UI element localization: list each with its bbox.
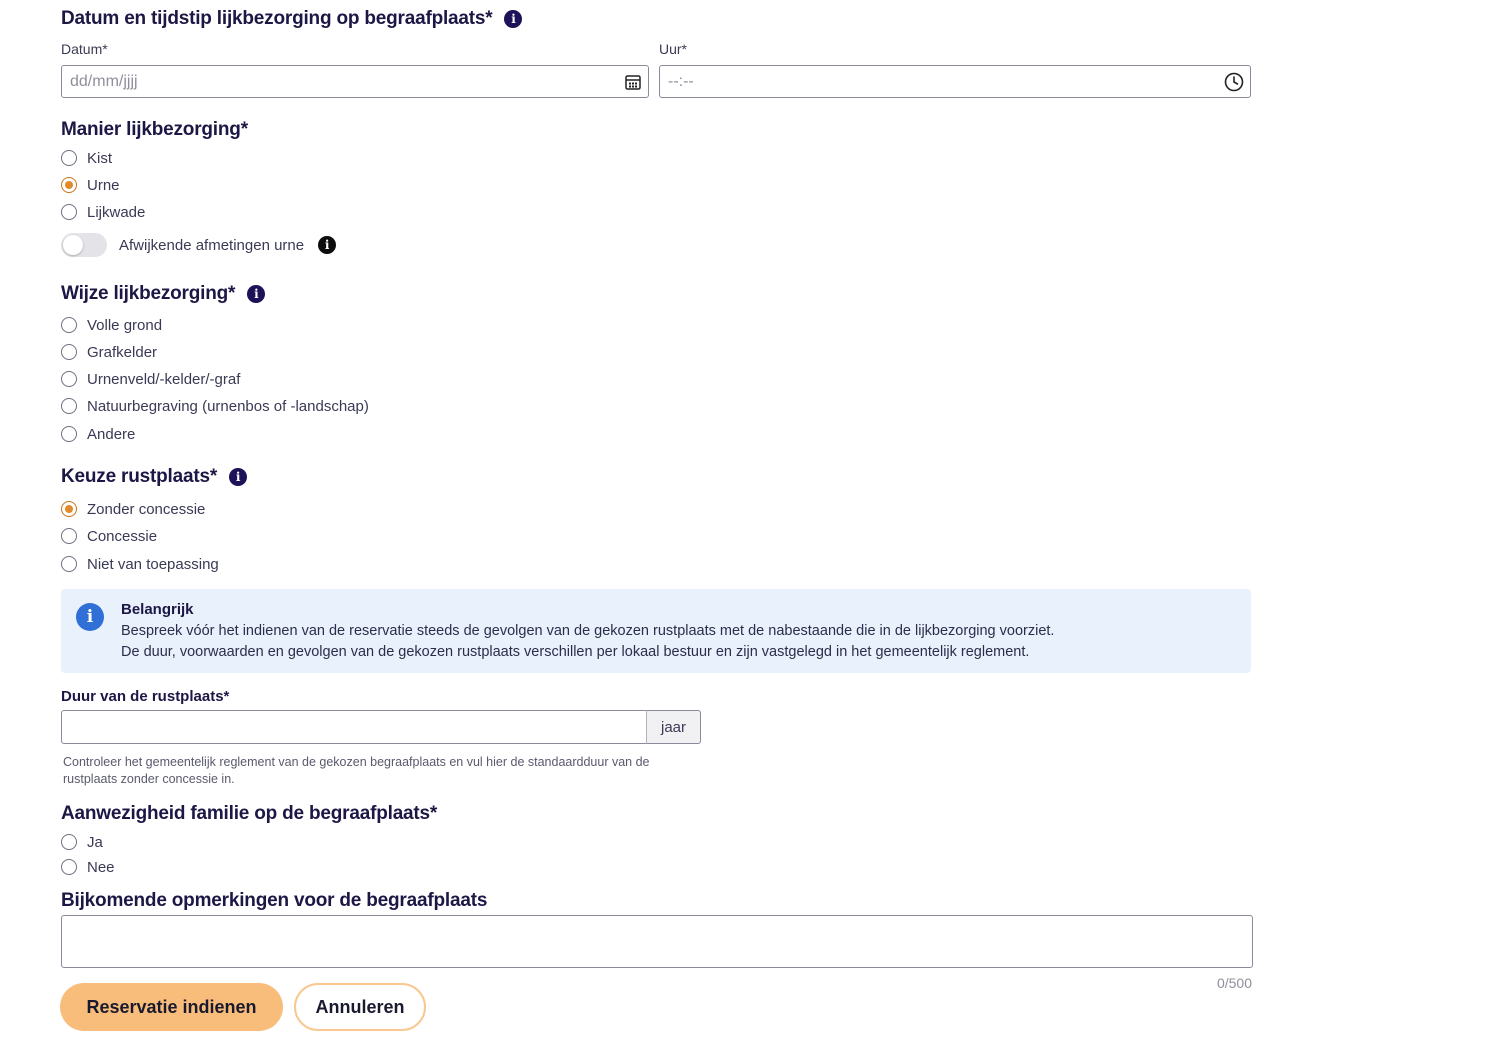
radio-button[interactable] bbox=[61, 859, 77, 875]
restplace-section-title bbox=[61, 466, 247, 488]
clock-icon[interactable] bbox=[1224, 72, 1244, 92]
method-section-title bbox=[61, 283, 265, 305]
duration-input[interactable] bbox=[61, 710, 647, 744]
date-placeholder: dd/mm/jjjj bbox=[70, 73, 138, 90]
radio-option-concessie[interactable] bbox=[61, 526, 157, 546]
urn-size-toggle[interactable] bbox=[61, 233, 107, 257]
toggle-label: Afwijkende afmetingen urne bbox=[119, 236, 305, 254]
radio-option-volle-grond[interactable] bbox=[61, 315, 162, 335]
radio-button[interactable] bbox=[61, 204, 77, 220]
radio-button[interactable] bbox=[61, 398, 77, 414]
radio-option-kist[interactable] bbox=[61, 148, 112, 168]
family-section-title bbox=[61, 803, 437, 825]
radio-label: Urne bbox=[87, 176, 120, 194]
radio-button[interactable] bbox=[61, 426, 77, 442]
radio-option-andere[interactable] bbox=[61, 424, 135, 444]
radio-button[interactable] bbox=[61, 556, 77, 572]
alert-text-line-2: De duur, voorwaarden en gevolgen van de gekozen rustplaats verschillen per lokaal bestuur en zijn vastgelegd in het gemeentelijk reglement. bbox=[121, 644, 1030, 660]
radio-label: Nee bbox=[87, 858, 115, 876]
radio-label: Volle grond bbox=[87, 316, 163, 334]
radio-option-grafkelder[interactable] bbox=[61, 342, 157, 362]
radio-label: Kist bbox=[87, 149, 113, 167]
remarks-textarea[interactable] bbox=[61, 915, 1253, 968]
duration-help-text: Controleer het gemeentelijk reglement van de gekozen begraafplaats en vul hier de standaardduur van de rustplaats zonder concessie in. bbox=[63, 755, 650, 786]
method-title-text: Wijze lijkbezorging* bbox=[61, 283, 236, 304]
radio-option-urne[interactable] bbox=[61, 175, 120, 195]
info-icon[interactable]: i bbox=[504, 10, 522, 28]
alert-title: Belangrijk bbox=[121, 601, 194, 618]
datetime-section-title bbox=[61, 8, 522, 30]
radio-option-ja[interactable] bbox=[61, 832, 103, 852]
radio-button[interactable] bbox=[61, 528, 77, 544]
date-label: Datum* bbox=[61, 41, 108, 57]
remarks-title-text: Bijkomende opmerkingen voor de begraafplaats bbox=[61, 890, 488, 911]
radio-label: Urnenveld/-kelder/-graf bbox=[87, 370, 241, 388]
important-alert bbox=[61, 589, 1251, 673]
radio-button[interactable] bbox=[61, 150, 77, 166]
radio-label: Zonder concessie bbox=[87, 500, 206, 518]
duration-label: Duur van de rustplaats* bbox=[61, 688, 230, 705]
info-icon[interactable]: i bbox=[318, 236, 336, 254]
radio-label: Grafkelder bbox=[87, 343, 158, 361]
radio-label: Concessie bbox=[87, 527, 158, 545]
alert-text-line-1: Bespreek vóór het indienen van de reservatie steeds de gevolgen van de gekozen rustplaats met de nabestaande die in de lijkbezorging voorziet. bbox=[121, 623, 1055, 639]
time-input[interactable] bbox=[659, 65, 1251, 98]
radio-option-niet-van-toepassing[interactable] bbox=[61, 554, 219, 574]
manner-section-title bbox=[61, 119, 248, 141]
radio-label: Lijkwade bbox=[87, 203, 146, 221]
radio-button[interactable] bbox=[61, 317, 77, 333]
radio-button[interactable] bbox=[61, 834, 77, 850]
date-input[interactable] bbox=[61, 65, 649, 98]
radio-option-nee[interactable] bbox=[61, 857, 115, 877]
datetime-title-text: Datum en tijdstip lijkbezorging op begraafplaats* bbox=[61, 8, 493, 29]
family-title-text: Aanwezigheid familie op de begraafplaats* bbox=[61, 803, 438, 824]
time-label: Uur* bbox=[659, 41, 688, 57]
radio-button-checked[interactable] bbox=[61, 177, 77, 193]
radio-label: Natuurbegraving (urnenbos of -landschap) bbox=[87, 397, 369, 415]
duration-unit-addon: jaar bbox=[646, 710, 701, 744]
info-icon[interactable]: i bbox=[229, 468, 247, 486]
time-placeholder: --:-- bbox=[668, 73, 694, 90]
radio-button-checked[interactable] bbox=[61, 501, 77, 517]
submit-reservation-button[interactable]: Reservatie indienen bbox=[60, 983, 283, 1031]
radio-label: Andere bbox=[87, 425, 136, 443]
character-counter: 0/500 bbox=[1216, 975, 1252, 991]
remarks-section-title bbox=[61, 890, 487, 912]
radio-option-zonder-concessie[interactable] bbox=[61, 499, 205, 519]
radio-option-lijkwade[interactable] bbox=[61, 202, 145, 222]
manner-title-text: Manier lijkbezorging* bbox=[61, 119, 248, 140]
info-icon: i bbox=[76, 603, 104, 631]
restplace-title-text: Keuze rustplaats* bbox=[61, 466, 218, 487]
radio-label: Niet van toepassing bbox=[87, 555, 219, 573]
radio-option-natuurbegraving[interactable] bbox=[61, 396, 369, 416]
radio-button[interactable] bbox=[61, 344, 77, 360]
info-icon[interactable]: i bbox=[247, 285, 265, 303]
calendar-icon[interactable] bbox=[624, 73, 642, 91]
radio-option-urnenveld[interactable] bbox=[61, 369, 240, 389]
urn-size-toggle-row bbox=[61, 233, 336, 257]
radio-label: Ja bbox=[87, 833, 103, 851]
radio-button[interactable] bbox=[61, 371, 77, 387]
cancel-button[interactable]: Annuleren bbox=[294, 983, 426, 1031]
